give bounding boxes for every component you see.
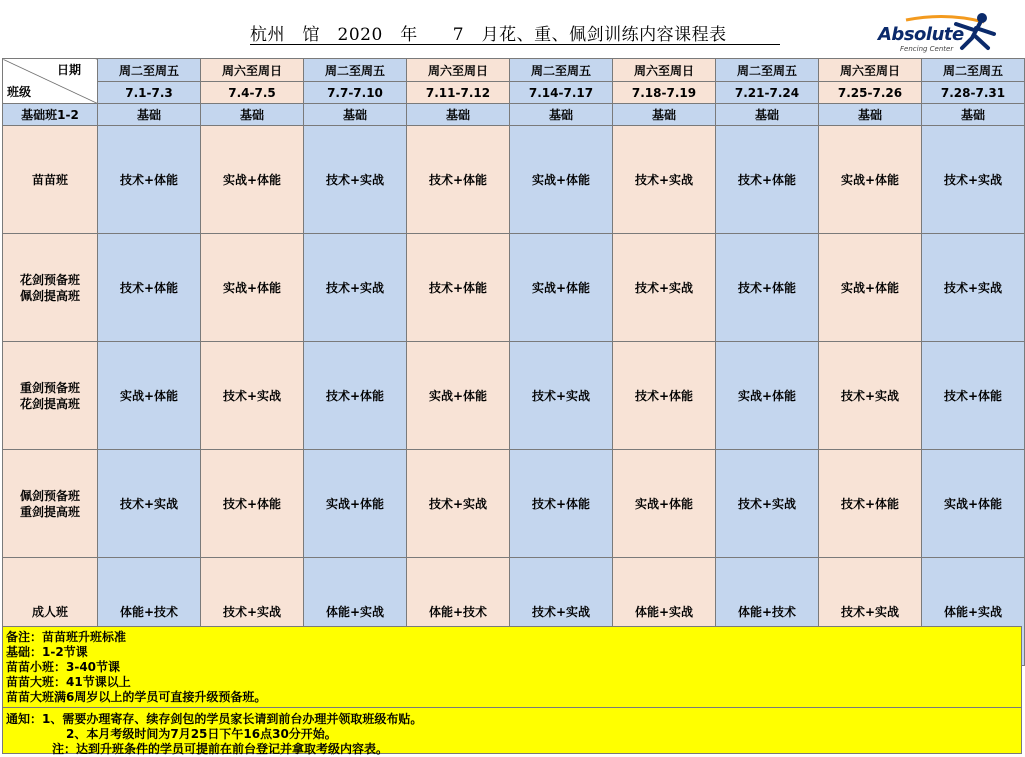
schedule-cell: 基础 <box>613 104 716 126</box>
schedule-cell: 实战+体能 <box>819 234 922 342</box>
schedule-cell: 实战+体能 <box>922 450 1025 558</box>
schedule-cell: 技术+实战 <box>98 450 201 558</box>
header-row-days <box>3 59 1025 82</box>
schedule-cell: 体能+实战 <box>304 558 407 666</box>
notice-line: 通知：1、需要办理寄存、续存剑包的学员家长请到前台办理并领取班级布贴。 <box>6 712 423 726</box>
class-name <box>3 272 97 304</box>
schedule-cell: 技术+实战 <box>716 450 819 558</box>
column-date-header: 7.4-7.5 <box>201 82 304 104</box>
class-name-line: 佩剑预备班 <box>19 488 80 503</box>
schedule-cell: 技术+实战 <box>819 558 922 666</box>
column-day-header: 周六至周日 <box>613 59 716 82</box>
remark-line: 苗苗大班：41节课以上 <box>6 675 131 689</box>
notice-line: 注：达到升班条件的学员可提前在前台登记并拿取考级内容表。 <box>52 742 389 756</box>
schedule-cell: 基础 <box>304 104 407 126</box>
schedule-cell: 技术+体能 <box>613 342 716 450</box>
class-name-line: 重剑提高班 <box>19 504 80 519</box>
schedule-cell: 技术+实战 <box>819 342 922 450</box>
schedule-cell: 实战+体能 <box>716 342 819 450</box>
corner-cell <box>3 59 98 104</box>
schedule-cell: 体能+实战 <box>613 558 716 666</box>
schedule-cell: 基础 <box>819 104 922 126</box>
schedule-cell: 基础 <box>201 104 304 126</box>
class-name <box>3 604 97 620</box>
schedule-cell: 技术+体能 <box>716 234 819 342</box>
remark-line: 基础：1-2节课 <box>6 645 88 659</box>
column-day-header: 周六至周日 <box>201 59 304 82</box>
schedule-cell: 基础 <box>98 104 201 126</box>
schedule-table <box>2 58 1025 666</box>
schedule-cell: 技术+实战 <box>304 126 407 234</box>
table-row <box>3 234 1025 342</box>
class-name-line: 基础班1-2 <box>21 107 79 122</box>
logo-subtitle: Fencing Center <box>900 45 954 53</box>
column-day-header: 周二至周五 <box>304 59 407 82</box>
page-title: 杭州 馆 2020 年 7 月花、重、佩剑训练内容课程表 <box>250 20 780 45</box>
schedule-cell: 技术+体能 <box>304 342 407 450</box>
schedule-cell: 技术+实战 <box>201 342 304 450</box>
class-name-line: 重剑预备班 <box>19 380 80 395</box>
corner-class-label: 班级 <box>7 85 32 99</box>
schedule-cell: 体能+技术 <box>716 558 819 666</box>
schedule-cell: 技术+实战 <box>922 234 1025 342</box>
column-day-header: 周二至周五 <box>716 59 819 82</box>
class-name-line: 花剑提高班 <box>19 396 80 411</box>
schedule-cell: 技术+体能 <box>407 234 510 342</box>
schedule-cell: 实战+体能 <box>510 234 613 342</box>
column-day-header: 周二至周五 <box>98 59 201 82</box>
column-date-header: 7.11-7.12 <box>407 82 510 104</box>
schedule-cell: 技术+体能 <box>716 126 819 234</box>
column-date-header: 7.28-7.31 <box>922 82 1025 104</box>
schedule-cell: 技术+体能 <box>407 126 510 234</box>
schedule-cell: 实战+体能 <box>407 342 510 450</box>
schedule-cell: 技术+实战 <box>922 126 1025 234</box>
table-row <box>3 104 1025 126</box>
column-date-header: 7.25-7.26 <box>819 82 922 104</box>
schedule-cell: 技术+体能 <box>201 450 304 558</box>
class-name <box>3 380 97 412</box>
column-date-header: 7.18-7.19 <box>613 82 716 104</box>
table-row <box>3 342 1025 450</box>
logo-brand-text: Absolute <box>878 24 964 45</box>
column-date-header: 7.14-7.17 <box>510 82 613 104</box>
column-date-header: 7.1-7.3 <box>98 82 201 104</box>
remark-line: 苗苗大班满6周岁以上的学员可直接升级预备班。 <box>6 690 267 704</box>
header-row-dates <box>3 82 1025 104</box>
class-name-line: 花剑预备班 <box>19 272 80 287</box>
table-row <box>3 450 1025 558</box>
schedule-cell: 技术+体能 <box>98 126 201 234</box>
schedule-cell: 体能+技术 <box>98 558 201 666</box>
schedule-cell: 技术+实战 <box>510 558 613 666</box>
brand-logo <box>876 8 1006 56</box>
remark-line: 苗苗小班：3-40节课 <box>6 660 121 674</box>
schedule-cell: 基础 <box>716 104 819 126</box>
schedule-cell: 实战+体能 <box>98 342 201 450</box>
notes-panel <box>2 626 1022 754</box>
schedule-cell: 技术+体能 <box>819 450 922 558</box>
column-day-header: 周二至周五 <box>922 59 1025 82</box>
class-name <box>3 488 97 520</box>
class-name <box>3 107 97 123</box>
column-day-header: 周六至周日 <box>407 59 510 82</box>
schedule-cell: 实战+体能 <box>819 126 922 234</box>
schedule-cell: 技术+体能 <box>98 234 201 342</box>
schedule-cell: 技术+实战 <box>304 234 407 342</box>
class-name-line: 成人班 <box>31 604 68 619</box>
notice-line: 2、本月考级时间为7月25日下午16点30分开始。 <box>66 727 337 741</box>
class-name-cell <box>3 126 98 234</box>
table-row <box>3 126 1025 234</box>
column-day-header: 周六至周日 <box>819 59 922 82</box>
schedule-cell: 实战+体能 <box>304 450 407 558</box>
schedule-cell: 技术+实战 <box>201 558 304 666</box>
schedule-cell: 体能+技术 <box>407 558 510 666</box>
schedule-cell: 实战+体能 <box>201 126 304 234</box>
class-name <box>3 172 97 188</box>
header-bar <box>0 0 1025 58</box>
schedule-cell: 实战+体能 <box>201 234 304 342</box>
remark-line: 备注：苗苗班升班标准 <box>6 630 127 644</box>
schedule-cell: 实战+体能 <box>510 126 613 234</box>
schedule-cell: 基础 <box>510 104 613 126</box>
corner-date-label: 日期 <box>56 63 81 77</box>
class-name-cell <box>3 450 98 558</box>
notes-divider <box>3 707 1021 708</box>
class-name-line: 佩剑提高班 <box>19 288 80 303</box>
schedule-cell: 技术+实战 <box>613 126 716 234</box>
schedule-cell: 技术+体能 <box>510 450 613 558</box>
column-date-header: 7.7-7.10 <box>304 82 407 104</box>
schedule-cell: 体能+实战 <box>922 558 1025 666</box>
schedule-cell: 技术+实战 <box>510 342 613 450</box>
schedule-cell: 技术+体能 <box>922 342 1025 450</box>
schedule-cell: 基础 <box>922 104 1025 126</box>
class-name-line: 苗苗班 <box>31 172 68 187</box>
class-name-cell <box>3 104 98 126</box>
column-day-header: 周二至周五 <box>510 59 613 82</box>
class-name-cell <box>3 234 98 342</box>
schedule-cell: 基础 <box>407 104 510 126</box>
schedule-cell: 技术+实战 <box>407 450 510 558</box>
schedule-cell: 实战+体能 <box>613 450 716 558</box>
schedule-cell: 技术+实战 <box>613 234 716 342</box>
class-name-cell <box>3 342 98 450</box>
column-date-header: 7.21-7.24 <box>716 82 819 104</box>
